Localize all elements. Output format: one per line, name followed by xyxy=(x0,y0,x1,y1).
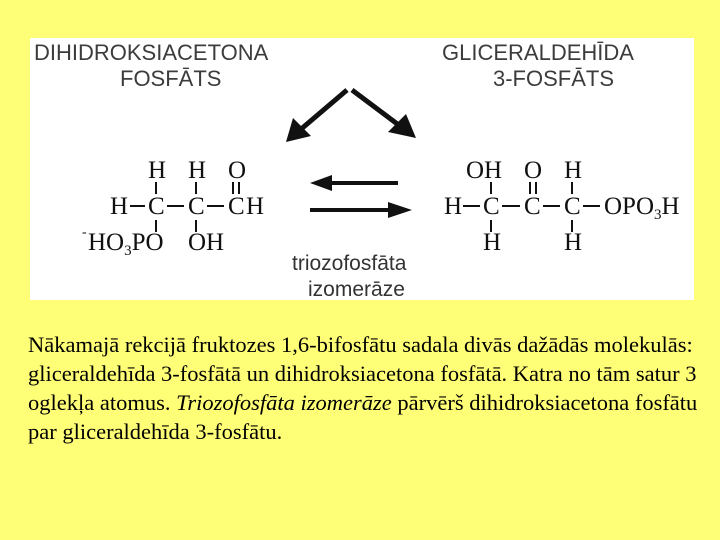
dhap-atom-c2: C xyxy=(188,193,205,220)
dhap-charge: - xyxy=(82,225,87,240)
dhap-atom-c1: C xyxy=(148,193,165,220)
g3p-atom-h1: H xyxy=(564,157,583,184)
caption-part2: pārvērš dihidroksiacetona fosfātu par gliceraldehīda 3-fosfātu. xyxy=(28,390,698,444)
caption-part1: Nākamajā rekcijā fruktozes 1,6-bifosfātu sadala divās dažādās molekulās: gliceraldehīda 3-fosfātā un dihidroksiacetona fosfātā. Katra no tām satur 3 oglekļa atomus. xyxy=(28,332,697,415)
dhap-atom-h3: H xyxy=(110,193,129,220)
dhap-atom-h2: H xyxy=(188,157,207,184)
g3p-atom-c1: C xyxy=(483,193,500,220)
dhap-atom-c3: C xyxy=(228,193,245,220)
g3p-atom-o: O xyxy=(524,157,543,184)
g3p-atom-h4: H xyxy=(564,229,583,256)
dhap-atom-h1: H xyxy=(148,157,167,184)
reaction-diagram xyxy=(30,38,694,300)
split-arrow-right xyxy=(352,90,400,126)
caption-text xyxy=(28,330,698,446)
dhap-atom-oh: OH xyxy=(188,229,225,256)
g3p-phosphate: $OPO_3H$ xyxy=(604,193,680,223)
split-arrow-left xyxy=(300,90,347,130)
enzyme-label-line2: izomerāze xyxy=(308,278,405,300)
dhap-label-line1: DIHIDROKSIACETONA xyxy=(34,40,269,65)
g3p-atom-c3: C xyxy=(564,193,581,220)
g3p-atom-c2: C xyxy=(524,193,541,220)
g3p-atom-h3: H xyxy=(483,229,502,256)
g3p-structure xyxy=(444,157,680,256)
g3p-label-line2: 3-FOSFĀTS xyxy=(493,66,615,91)
g3p-atom-oh: OH xyxy=(466,157,503,184)
dhap-structure xyxy=(82,157,264,259)
dhap-phosphate: $HO_3PO$ xyxy=(88,229,164,259)
dhap-label-line2: FOSFĀTS xyxy=(120,66,222,91)
split-arrows xyxy=(286,90,416,142)
g3p-atom-h2: H xyxy=(444,193,463,220)
caption-enzyme-name: Triozofosfāta izomerāze xyxy=(176,390,392,415)
dhap-atom-o: O xyxy=(228,157,247,184)
reverse-arrowhead xyxy=(310,175,332,191)
dhap-atom-h4: H xyxy=(246,193,265,220)
reaction-figure xyxy=(30,38,694,300)
g3p-label-line1: GLICERALDEHĪDA xyxy=(442,40,634,65)
enzyme-label-line1: triozofosfāta xyxy=(292,252,407,275)
forward-arrowhead xyxy=(388,202,412,218)
equilibrium-arrows xyxy=(310,175,412,218)
